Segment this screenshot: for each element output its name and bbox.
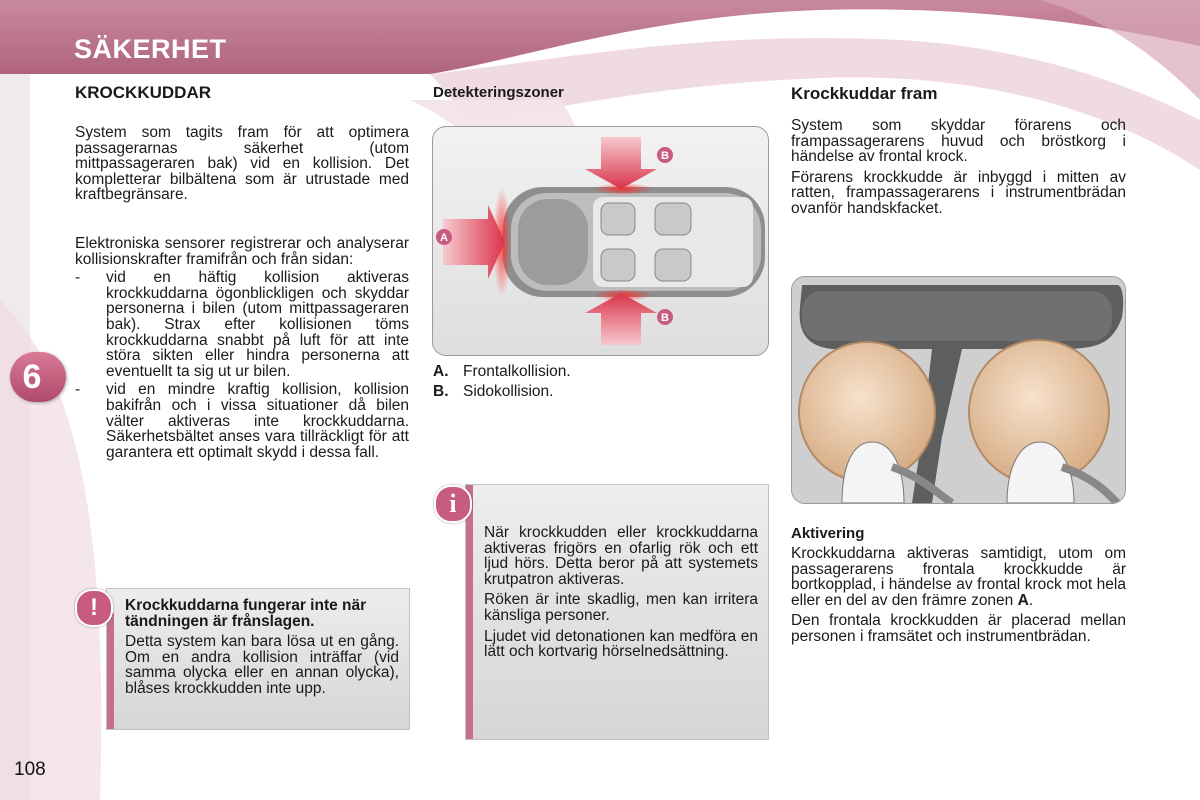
front-airbags-image [791, 276, 1126, 504]
car-top-view-illustration [433, 127, 768, 355]
page-number: 108 [14, 759, 46, 780]
info-box [449, 484, 769, 740]
warning-title: Krockkuddarna fungerar inte när tändningen är frånslagen. [125, 597, 367, 630]
chapter-tab[interactable] [10, 352, 66, 402]
info-accent-bar [466, 485, 473, 739]
chapter-number: 6 [22, 358, 42, 396]
activation-paragraph: Krockkuddarna aktiveras samtidigt, utom om passagerarens frontala krockkudde är bortkopplad, i händelse av frontal krock mot hela eller en del av den främre zonen A. [791, 545, 1126, 609]
activation-heading: Aktivering [791, 525, 865, 542]
left-column [75, 83, 409, 460]
legend-item-a: A. Frontalkollision. [433, 363, 571, 380]
front-airbags-paragraph-1: System som skyddar förarens och frampassagerarens huvud och bröstkorg i händelse av frontal krock. [791, 117, 1126, 166]
zones-legend [433, 362, 571, 402]
svg-text:B: B [661, 150, 669, 162]
info-paragraph-2: Röken är inte skadlig, men kan irritera känsliga personer. [484, 591, 758, 624]
section-heading: KROCKKUDDAR [75, 83, 211, 102]
info-icon: i [434, 485, 472, 523]
bullet-minor-collision: - vid en mindre kraftig kollision, kollision bakifrån och i vissa situationer då bilen välter aktiveras inte krockkuddarna. Säkerhetsbältet anses vara tillräckligt för att garantera ett optimalt skydd i dessa fall. [75, 382, 409, 460]
zones-heading: Detekteringszoner [433, 84, 564, 101]
page-title: SÄKERHET [74, 34, 227, 64]
sensors-paragraph: Elektroniska sensorer registrerar och analyserar kollisionskrafter framifrån och från sidan: [75, 234, 409, 268]
intro-paragraph: System som tagits fram för att optimera passagerarnas säkerhet (utom mittpassageraren bak) vid en kollision. Det kompletterar bilbältena som är utrustade med kraftbegränsare. [75, 124, 409, 204]
svg-text:B: B [661, 312, 669, 324]
warning-accent-bar [107, 613, 114, 729]
info-paragraph-1: När krockkudden eller krockkuddarna aktiveras frigörs en ofarlig rök och ett ljud hörs. Detta beror på att systemets krutpatron aktiveras. [484, 524, 758, 588]
front-airbags-paragraph-2: Förarens krockkudde är inbyggd i mitten av ratten, frampassagerarens i instrumentbrädan ovanför handskfacket. [791, 168, 1126, 217]
front-airbags-heading: Krockkuddar fram [791, 84, 938, 103]
warning-box [90, 588, 410, 730]
detection-zones-image [432, 126, 769, 356]
legend-item-b: B. Sidokollision. [433, 383, 554, 400]
exclamation-icon: ! [75, 589, 113, 627]
bullet-strong-collision: - vid en häftig kollision aktiveras krockkuddarna ögonblickligen och skyddar personerna i bilen (utom mittpassageraren bak). Strax efter kollisionen töms krockkuddarna snabbt på luft för att inte störa sikten eller hindra personerna att eventuellt ta sig ut ur bilen. [75, 270, 409, 379]
info-paragraph-3: Ljudet vid detonationen kan medföra en lätt och kortvarig hörselnedsättning. [484, 627, 758, 661]
right-column-bottom [791, 525, 1126, 645]
svg-text:A: A [440, 232, 448, 244]
front-airbags-illustration [792, 277, 1125, 503]
right-column-top [791, 84, 1126, 217]
placement-paragraph: Den frontala krockkudden är placerad mellan personen i framsätet och instrumentbrädan. [791, 612, 1126, 645]
warning-text: Detta system kan bara lösa ut en gång. Om en andra kollision inträffar (vid samma olycka eller en annan olycka), blåses krockkudden inte upp. [125, 633, 399, 697]
